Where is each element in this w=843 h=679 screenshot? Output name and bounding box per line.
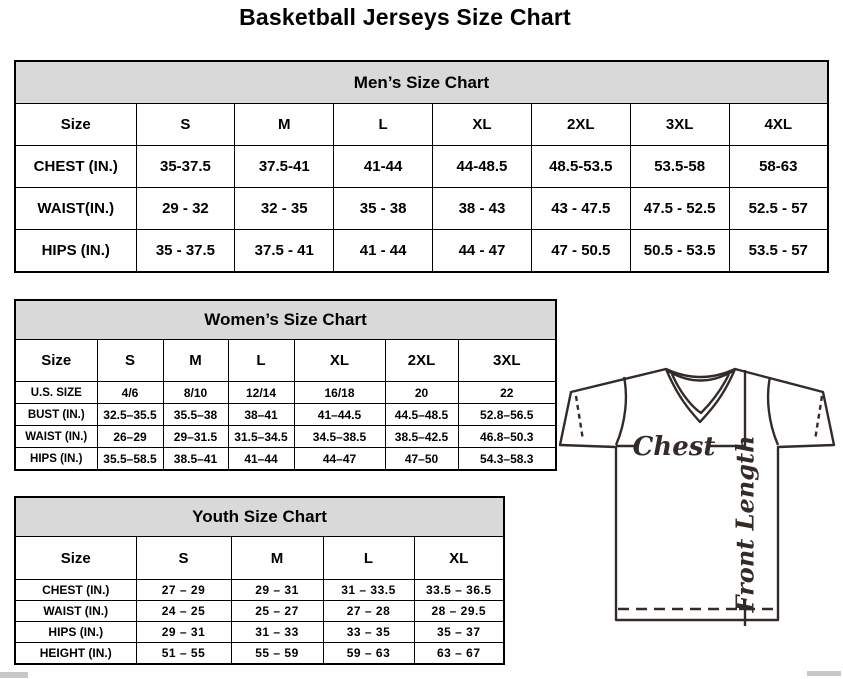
table-cell: 38.5–41 (163, 448, 228, 471)
front-length-measure-label: Front Length (730, 435, 760, 613)
table-cell: 41–44.5 (294, 404, 385, 426)
mens-table-title: Men’s Size Chart (15, 61, 828, 104)
table-cell: 27 – 29 (136, 580, 231, 601)
page-title: Basketball Jerseys Size Chart (239, 4, 571, 30)
table-cell: 47.5 - 52.5 (630, 188, 729, 230)
table-cell: 52.5 - 57 (729, 188, 828, 230)
table-cell: 63 – 67 (414, 643, 504, 665)
row-label: WAIST (IN.) (15, 601, 136, 622)
scrollbar-fragment-right[interactable] (807, 671, 841, 676)
column-header: S (97, 340, 163, 382)
table-cell: 26–29 (97, 426, 163, 448)
column-header: M (235, 104, 334, 146)
womens-waist-row (15, 426, 556, 448)
mens-corner-header: Size (15, 104, 136, 146)
table-cell: 37.5 - 41 (235, 230, 334, 273)
column-header: M (163, 340, 228, 382)
mens-chest-row (15, 146, 828, 188)
jersey-body-outline (560, 369, 834, 620)
table-cell: 29 – 31 (136, 622, 231, 643)
table-cell: 50.5 - 53.5 (630, 230, 729, 273)
chest-measure-label: Chest (632, 432, 716, 462)
table-cell: 53.5 - 57 (729, 230, 828, 273)
table-cell: 59 – 63 (323, 643, 414, 665)
table-cell: 51 – 55 (136, 643, 231, 665)
table-cell: 27 – 28 (323, 601, 414, 622)
column-header: M (231, 537, 323, 580)
table-cell: 32.5–35.5 (97, 404, 163, 426)
table-cell: 44 - 47 (433, 230, 532, 273)
table-cell: 34.5–38.5 (294, 426, 385, 448)
mens-table-banner-row (15, 61, 828, 104)
table-cell: 24 – 25 (136, 601, 231, 622)
youth-corner-header: Size (15, 537, 136, 580)
table-cell: 29 – 31 (231, 580, 323, 601)
left-cuff-dashed-line (576, 396, 583, 440)
womens-corner-header: Size (15, 340, 97, 382)
column-header: 2XL (531, 104, 630, 146)
table-cell: 8/10 (163, 382, 228, 404)
table-cell: 38–41 (228, 404, 294, 426)
row-label: HIPS (IN.) (15, 230, 136, 273)
table-cell: 28 – 29.5 (414, 601, 504, 622)
table-cell: 41–44 (228, 448, 294, 471)
table-cell: 20 (385, 382, 458, 404)
mens-hips-row (15, 230, 828, 273)
right-cuff-dashed-line (815, 396, 822, 440)
youth-waist-row (15, 601, 504, 622)
table-cell: 38.5–42.5 (385, 426, 458, 448)
table-cell: 31 – 33 (231, 622, 323, 643)
mens-waist-row (15, 188, 828, 230)
mens-header-row (15, 104, 828, 146)
table-cell: 31 – 33.5 (323, 580, 414, 601)
womens-size-table (14, 299, 557, 471)
table-cell: 47–50 (385, 448, 458, 471)
row-label: WAIST(IN.) (15, 188, 136, 230)
table-cell: 46.8–50.3 (458, 426, 556, 448)
row-label: U.S. SIZE (15, 382, 97, 404)
womens-hips-row (15, 448, 556, 471)
column-header: S (136, 104, 235, 146)
womens-table-banner-row (15, 300, 556, 340)
table-cell: 44–47 (294, 448, 385, 471)
column-header: XL (414, 537, 504, 580)
row-label: HEIGHT (IN.) (15, 643, 136, 665)
youth-height-row (15, 643, 504, 665)
jersey-outline-drawing (555, 348, 843, 648)
table-cell: 12/14 (228, 382, 294, 404)
table-cell: 35 – 37 (414, 622, 504, 643)
table-cell: 41 - 44 (334, 230, 433, 273)
youth-table-title: Youth Size Chart (15, 497, 504, 537)
column-header: 3XL (630, 104, 729, 146)
jersey-measurement-diagram (555, 348, 843, 648)
table-cell: 33.5 – 36.5 (414, 580, 504, 601)
table-cell: 38 - 43 (433, 188, 532, 230)
table-cell: 54.3–58.3 (458, 448, 556, 471)
table-cell: 48.5-53.5 (531, 146, 630, 188)
table-cell: 53.5-58 (630, 146, 729, 188)
row-label: CHEST (IN.) (15, 580, 136, 601)
row-label: HIPS (IN.) (15, 448, 97, 471)
youth-size-table (14, 496, 505, 665)
table-cell: 44.5–48.5 (385, 404, 458, 426)
table-cell: 4/6 (97, 382, 163, 404)
table-cell: 35.5–58.5 (97, 448, 163, 471)
table-cell: 22 (458, 382, 556, 404)
table-cell: 29 - 32 (136, 188, 235, 230)
row-label: WAIST (IN.) (15, 426, 97, 448)
right-armhole-seam (768, 377, 778, 445)
table-cell: 33 – 35 (323, 622, 414, 643)
table-cell: 58-63 (729, 146, 828, 188)
table-cell: 29–31.5 (163, 426, 228, 448)
column-header: 4XL (729, 104, 828, 146)
youth-header-row (15, 537, 504, 580)
table-cell: 44-48.5 (433, 146, 532, 188)
row-label: HIPS (IN.) (15, 622, 136, 643)
column-header: S (136, 537, 231, 580)
mens-size-table (14, 60, 829, 273)
youth-hips-row (15, 622, 504, 643)
table-cell: 25 – 27 (231, 601, 323, 622)
column-header: L (228, 340, 294, 382)
column-header: XL (294, 340, 385, 382)
table-cell: 35 - 37.5 (136, 230, 235, 273)
table-cell: 16/18 (294, 382, 385, 404)
womens-bust-row (15, 404, 556, 426)
table-cell: 52.8–56.5 (458, 404, 556, 426)
column-header: 2XL (385, 340, 458, 382)
table-cell: 35 - 38 (334, 188, 433, 230)
left-armhole-seam (616, 377, 626, 445)
table-cell: 43 - 47.5 (531, 188, 630, 230)
table-cell: 35-37.5 (136, 146, 235, 188)
youth-chest-row (15, 580, 504, 601)
table-cell: 47 - 50.5 (531, 230, 630, 273)
womens-table-title: Women’s Size Chart (15, 300, 556, 340)
column-header: L (323, 537, 414, 580)
row-label: CHEST (IN.) (15, 146, 136, 188)
table-cell: 31.5–34.5 (228, 426, 294, 448)
table-cell: 35.5–38 (163, 404, 228, 426)
column-header: XL (433, 104, 532, 146)
youth-table-banner-row (15, 497, 504, 537)
column-header: 3XL (458, 340, 556, 382)
table-cell: 41-44 (334, 146, 433, 188)
table-cell: 37.5-41 (235, 146, 334, 188)
column-header: L (334, 104, 433, 146)
table-cell: 55 – 59 (231, 643, 323, 665)
scrollbar-fragment-left[interactable] (0, 672, 28, 678)
womens-header-row (15, 340, 556, 382)
table-cell: 32 - 35 (235, 188, 334, 230)
womens-ussize-row (15, 382, 556, 404)
row-label: BUST (IN.) (15, 404, 97, 426)
